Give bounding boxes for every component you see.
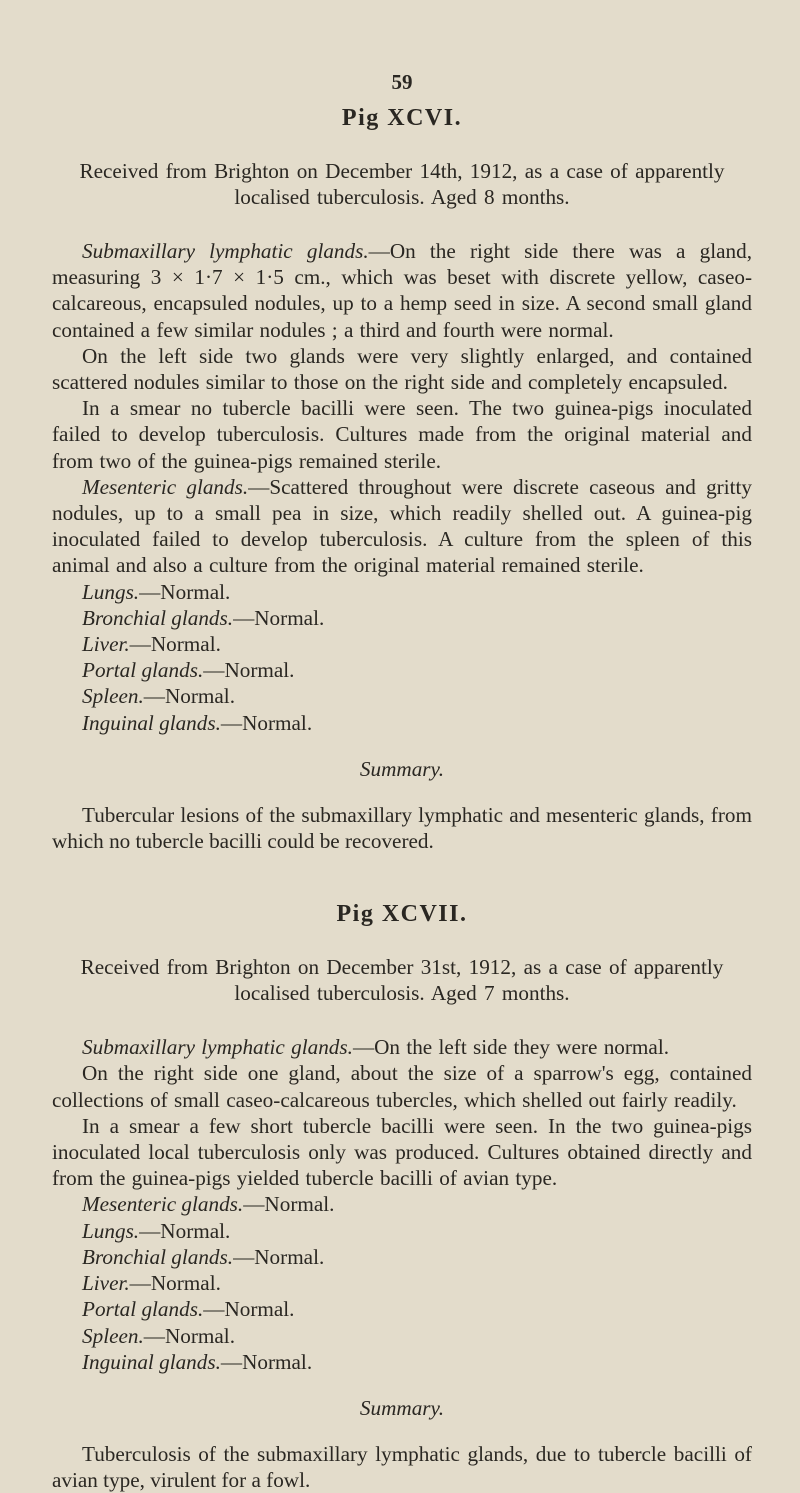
paragraph-term: Mesenteric glands.: [82, 474, 249, 499]
finding-value: —Normal.: [233, 1244, 325, 1269]
finding-value: —Normal.: [129, 1271, 221, 1296]
case-title: Pig XCVI.: [341, 105, 463, 131]
paragraph-text: —On the right side there was a gland, measuring 3 × 1·7 × 1·5 cm., which was beset with discrete yellow, caseo-calcareous, encapsuled nodules, up to a hemp seed in size. A second small gland contained a few similar nodules ; a third and fourth were normal.: [52, 239, 752, 342]
finding-term: Liver.: [82, 1271, 130, 1296]
finding-value: —Normal.: [143, 1323, 235, 1348]
finding-term: Lungs.: [82, 1218, 140, 1243]
finding-value: —Normal.: [243, 1192, 335, 1217]
finding-term: Inguinal glands.: [82, 710, 221, 735]
paragraph-text: In a smear a few short tubercle bacilli were seen. In the two guinea-pigs inoculated local tuberculosis only was produced. Cultures obtained directly and from the guinea-pigs yielded tubercle bacilli of avian type.: [52, 1113, 752, 1191]
paragraph-text: —Scattered throughout were discrete caseous and gritty nodules, up to a small pea in size, which readily shelled out. A guinea-pig inoculated failed to develop tuberculosis. A culture from the spleen of this animal and also a culture from the original material remained sterile.: [52, 474, 752, 578]
finding-term: Portal glands.: [82, 1297, 204, 1322]
finding-term: Bronchial glands.: [82, 1244, 234, 1269]
finding-value: —Normal.: [233, 605, 325, 630]
paragraph-right-side: [52, 1060, 752, 1112]
paragraph-left-side: [52, 343, 752, 395]
paragraph-smear: [52, 1113, 752, 1192]
summary-text: Tubercular lesions of the submaxillary lymphatic and mesenteric glands, from which no tubercle bacilli could be recovered.: [52, 802, 752, 854]
summary-heading: Summary.: [359, 1395, 445, 1420]
finding-item: [52, 1244, 752, 1270]
finding-term: Inguinal glands.: [82, 1349, 221, 1374]
finding-term: Portal glands.: [82, 658, 204, 683]
finding-item: [52, 710, 752, 736]
finding-value: —Normal.: [139, 579, 231, 604]
case-section-pig-xcvi: [52, 102, 752, 854]
finding-term: Lungs.: [82, 579, 140, 604]
finding-item: [52, 1323, 752, 1349]
finding-item: [52, 1296, 752, 1322]
finding-term: Liver.: [82, 632, 130, 657]
page-number: 59: [391, 70, 413, 94]
paragraph-text: In a smear no tubercle bacilli were seen. The two guinea-pigs inoculated failed to develop tuberculosis. Cultures made from the original material and from two of the guinea-pigs remained sterile.: [52, 396, 752, 473]
finding-term: Mesenteric glands.: [82, 1192, 244, 1217]
finding-item: [52, 657, 752, 683]
paragraph-term: Submaxillary lymphatic glands.: [82, 1035, 353, 1060]
summary-text: Tuberculosis of the submaxillary lymphatic glands, due to tubercle bacilli of avian type, virulent for a fowl.: [52, 1441, 752, 1493]
paragraph-text: —On the left side they were normal.: [352, 1035, 670, 1060]
finding-item: [52, 1191, 752, 1217]
case-section-pig-xcvii: [52, 898, 752, 1493]
case-title: Pig XCVII.: [336, 901, 468, 928]
finding-value: —Normal.: [220, 710, 313, 735]
findings-list: [52, 1191, 752, 1374]
finding-term: Spleen.: [82, 1323, 144, 1348]
finding-item: [52, 579, 752, 605]
findings-list: [52, 579, 752, 736]
finding-value: —Normal.: [220, 1349, 313, 1374]
paragraph-submaxillary: [52, 238, 752, 343]
finding-value: —Normal.: [203, 1297, 295, 1322]
finding-item: [52, 1349, 752, 1375]
finding-value: —Normal.: [143, 684, 235, 709]
finding-item: [52, 605, 752, 631]
paragraph-smear: [52, 395, 752, 474]
case-received: Received from Brighton on December 31st, 1912, as a case of apparently localised tuberculosis. Aged 7 months.: [80, 955, 724, 1006]
finding-item: [52, 631, 752, 657]
finding-value: —Normal.: [139, 1218, 231, 1243]
summary-heading: Summary.: [359, 756, 445, 781]
finding-item: [52, 1218, 752, 1244]
finding-item: [52, 683, 752, 709]
paragraph-text: On the left side two glands were very slightly enlarged, and contained scattered nodules similar to those on the right side and completely encapsuled.: [52, 343, 752, 395]
paragraph-text: On the right side one gland, about the size of a sparrow's egg, contained collections of small caseo-calcareous tubercles, which shelled out fairly readily.: [52, 1061, 752, 1112]
finding-value: —Normal.: [203, 658, 295, 683]
finding-value: —Normal.: [129, 632, 221, 657]
finding-term: Spleen.: [82, 684, 144, 709]
paragraph-submaxillary: [52, 1034, 752, 1060]
paragraph-term: Submaxillary lymphatic glands.: [82, 239, 369, 263]
paragraph-mesenteric: [52, 474, 752, 579]
case-received: Received from Brighton on December 14th, 1912, as a case of apparently localised tuberculosis. Aged 8 months.: [79, 159, 725, 209]
finding-term: Bronchial glands.: [82, 605, 234, 630]
finding-item: [52, 1270, 752, 1296]
